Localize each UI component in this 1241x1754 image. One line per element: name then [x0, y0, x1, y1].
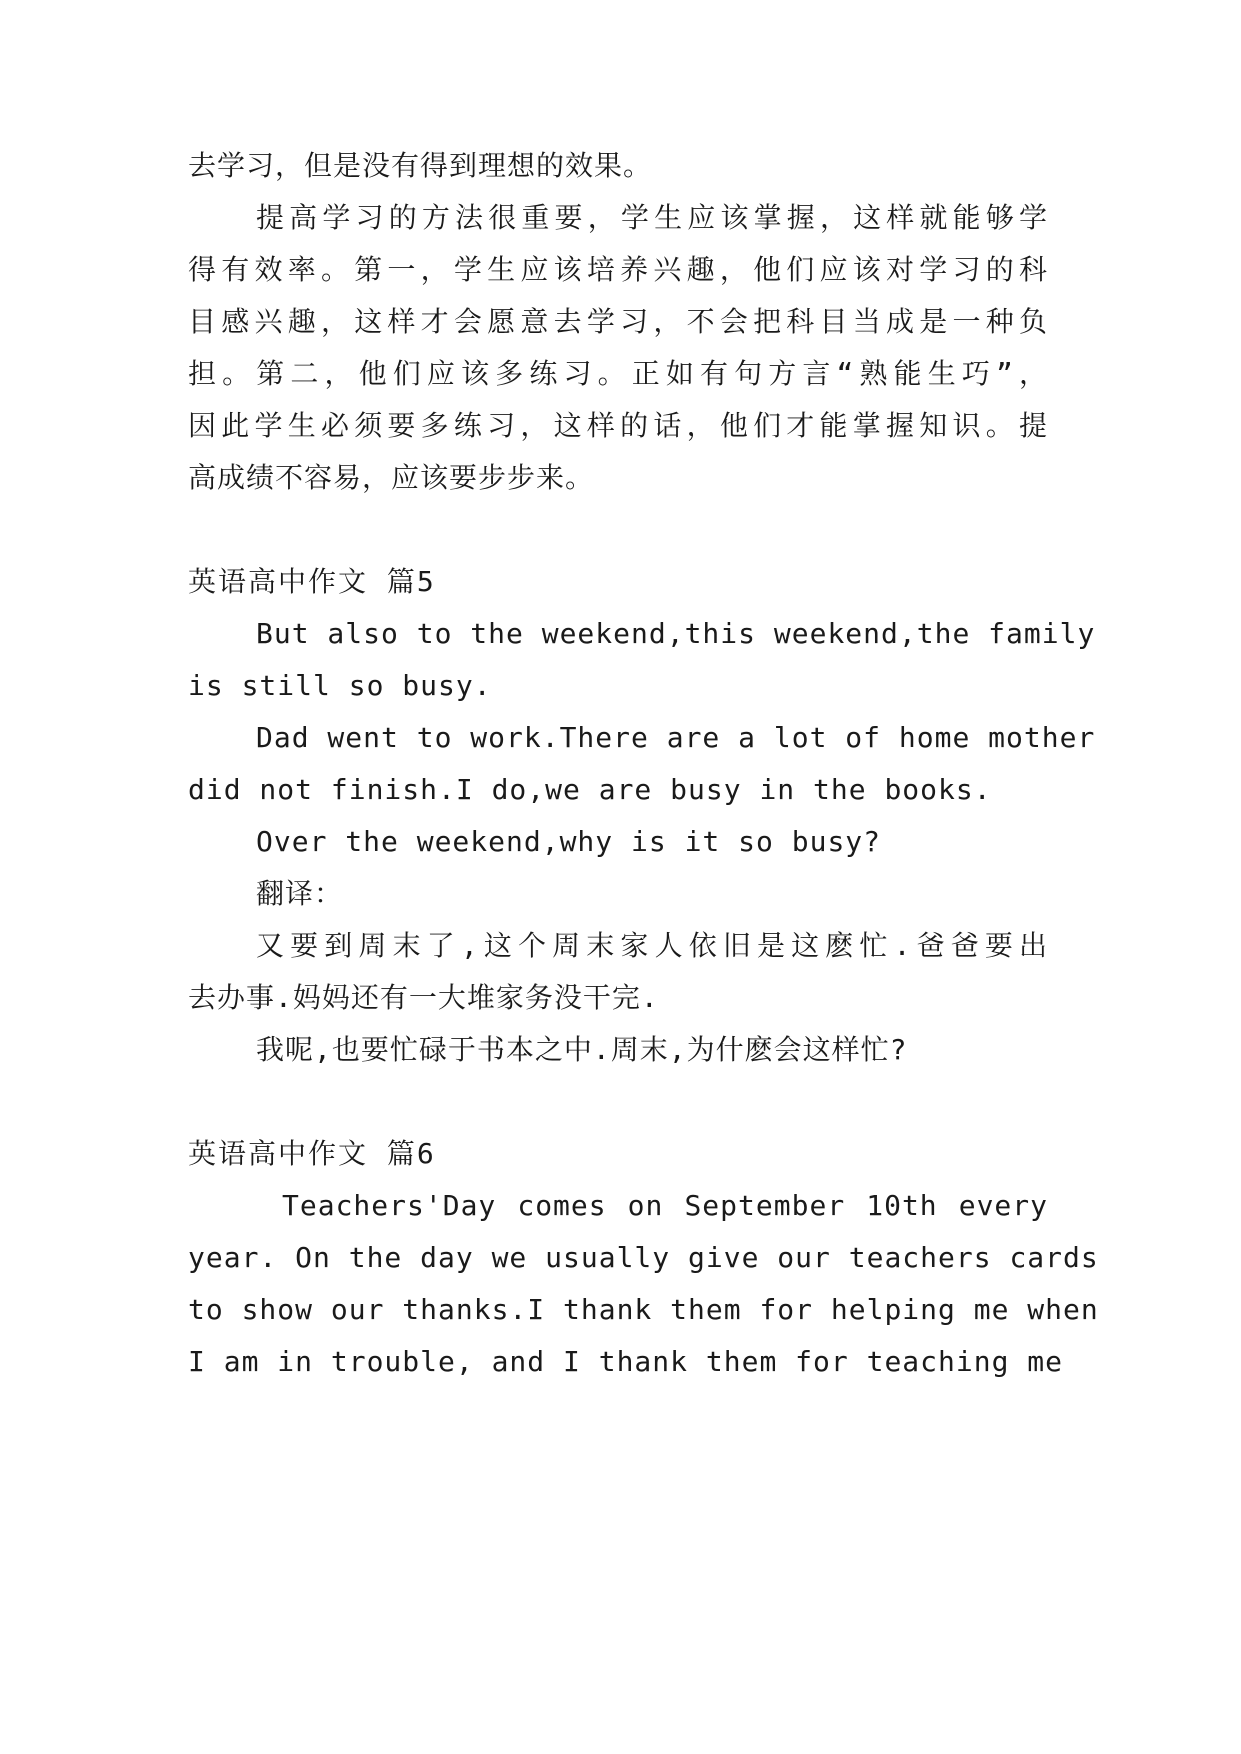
paragraph-line: 又要到周末了,这个周末家人依旧是这麽忙.爸爸要出	[256, 929, 1048, 962]
paragraph-line: Over the weekend,why is it so busy?	[256, 825, 882, 858]
paragraph-line: year. On the day we usually give our teachers cards	[188, 1241, 1099, 1274]
paragraph-line: 提高学习的方法很重要，学生应该掌握，这样就能够学	[256, 201, 1048, 234]
paragraph-line: 得有效率。第一，学生应该培养兴趣，他们应该对学习的科	[188, 253, 1048, 286]
paragraph-line: But also to the weekend,this weekend,the family	[256, 617, 1096, 650]
section-heading: 英语高中作文 篇5	[188, 565, 436, 598]
section-heading: 英语高中作文 篇6	[188, 1137, 436, 1170]
paragraph-line: 目感兴趣，这样才会愿意去学习，不会把科目当成是一种负	[188, 305, 1048, 338]
paragraph-line: 我呢,也要忙碌于书本之中.周末,为什麽会这样忙?	[256, 1033, 908, 1066]
paragraph-line: 去学习，但是没有得到理想的效果。	[188, 149, 653, 182]
paragraph-line: 高成绩不容易，应该要步步来。	[188, 461, 595, 494]
paragraph-line: to show our thanks.I thank them for helping me when	[188, 1293, 1099, 1326]
paragraph-line: is still so busy.	[188, 669, 492, 702]
paragraph-line: Dad went to work.There are a lot of home mother	[256, 721, 1096, 754]
paragraph-line: 因此学生必须要多练习，这样的话，他们才能掌握知识。提	[188, 409, 1048, 442]
paragraph-line: I am in trouble, and I thank them for teaching me	[188, 1345, 1064, 1378]
paragraph-line: did not finish.I do,we are busy in the books.	[188, 773, 992, 806]
paragraph-line: 担。第二，他们应该多练习。正如有句方言“熟能生巧”，	[188, 357, 1048, 390]
paragraph-line: Teachers'Day comes on September 10th every	[282, 1189, 1048, 1222]
paragraph-line: 去办事.妈妈还有一大堆家务没干完.	[188, 981, 659, 1014]
translation-label: 翻译：	[256, 877, 344, 910]
